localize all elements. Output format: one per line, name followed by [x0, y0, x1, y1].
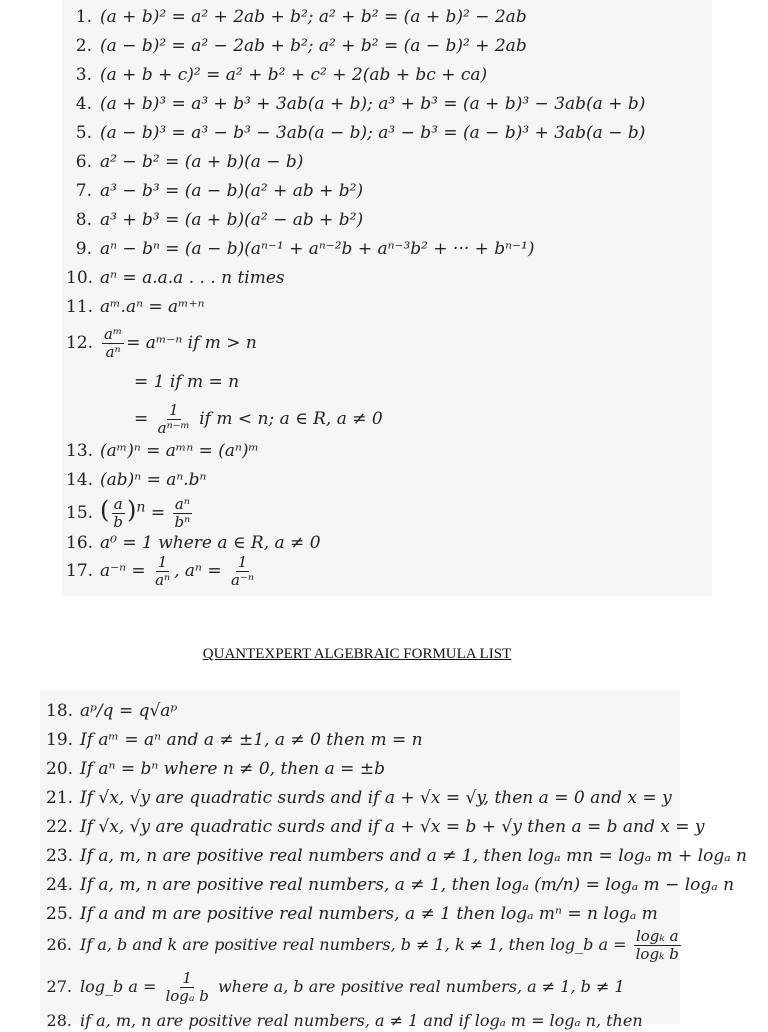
formula-12-line3: = $\frac{1}{\text{aⁿ⁻ᵐ}}$ if m < n; a ∈ R, a ≠ 0	[134, 401, 383, 437]
formula-number: 25.	[46, 904, 74, 924]
formula-28: 28. if a, m, n are positive real numbers, a ≠ 1 and if logₐ m = logₐ n, then	[46, 1011, 643, 1030]
formula-text: If a, m, n are positive real numbers, a ≠ 1, then logₐ (m/n) = logₐ m − logₐ n	[80, 875, 735, 895]
fraction: $\frac{1}{\text{aⁿ⁻ᵐ}}$	[157, 401, 190, 437]
formula-line	[66, 64, 487, 86]
formula-26: 26. If a, b and k are positive real numbers, b ≠ 1, k ≠ 1, then log_b a = $\frac{\text{logₖ a}}{\text{logₖ b}}$	[46, 927, 679, 963]
formula-line	[66, 93, 645, 115]
formula-line	[46, 874, 734, 896]
formula-text: a³ + b³ = (a + b)(a² − ab + b²)	[100, 210, 364, 230]
formula-12: 12. $\frac{\text{aᵐ}}{\text{aⁿ}}$ = aᵐ⁻ⁿ if m > n	[66, 325, 257, 361]
formula-line	[46, 845, 747, 867]
formula-line	[66, 238, 535, 260]
formula-number: 10.	[66, 268, 94, 288]
formula-number: 20.	[46, 759, 74, 779]
page-title: QUANTEXPERT ALGEBRAIC FORMULA LIST	[202, 646, 512, 662]
formula-number: 8.	[75, 210, 92, 230]
formula-line	[66, 296, 204, 318]
fraction: $\frac{a}{b}$	[113, 495, 123, 531]
formula-number: 21.	[46, 788, 74, 808]
formula-number: 19.	[46, 730, 74, 750]
fraction: $\frac{\text{logₖ a}}{\text{logₖ b}}$	[635, 927, 679, 963]
formula-text: If aⁿ = bⁿ where n ≠ 0, then a = ±b	[80, 759, 385, 779]
formula-number: 24.	[46, 875, 74, 895]
formula-line	[46, 700, 177, 722]
formula-text: (a + b + c)² = a² + b² + c² + 2(ab + bc + ca)	[100, 65, 488, 85]
formula-number: 6.	[75, 152, 92, 172]
formula-number: 1.	[75, 7, 92, 27]
fraction: $\frac{\text{aⁿ}}{\text{bⁿ}}$	[174, 495, 191, 531]
formula-number: 3.	[75, 65, 92, 85]
formula-number: 23.	[46, 846, 74, 866]
formula-text: (a − b)³ = a³ − b³ − 3ab(a − b); a³ − b³ = (a − b)³ + 3ab(a − b)	[100, 123, 646, 143]
formula-line	[66, 180, 363, 202]
formula-text: If a and m are positive real numbers, a ≠ 1 then logₐ mⁿ = n logₐ m	[80, 904, 658, 924]
formula-line	[66, 151, 303, 173]
formula-line	[46, 758, 385, 780]
fraction: $\frac{1}{\text{aⁿ}}$	[155, 553, 171, 589]
formula-line	[66, 209, 363, 231]
fraction: $\frac{\text{aᵐ}}{\text{aⁿ}}$	[104, 325, 123, 361]
formula-number: 11.	[66, 297, 94, 317]
formula-14: 14. (ab)ⁿ = aⁿ.bⁿ	[66, 470, 207, 490]
formula-text: (a − b)² = a² − 2ab + b²; a² + b² = (a − b)² + 2ab	[100, 36, 527, 56]
formula-text: a² − b² = (a + b)(a − b)	[100, 152, 304, 172]
formula-27: 27. log_b a = $\frac{1}{\text{logₐ b}}$ where a, b are positive real numbers, a ≠ 1, b ≠ 1	[46, 969, 625, 1005]
formula-number: 5.	[75, 123, 92, 143]
formula-number: 7.	[75, 181, 92, 201]
formula-line	[66, 35, 527, 57]
formula-line	[66, 122, 645, 144]
formula-text: If √x, √y are quadratic surds and if a + √x = √y, then a = 0 and x = y	[80, 788, 672, 808]
formula-15: 15. ( $\frac{a}{b}$ )$^n$ = $\frac{\text{aⁿ}}{\text{bⁿ}}$	[66, 495, 191, 531]
fraction: $\frac{1}{\text{logₐ b}}$	[165, 969, 209, 1005]
formula-text: If aᵐ = aⁿ and a ≠ ±1, a ≠ 0 then m = n	[80, 730, 423, 750]
formula-text: aⁿ = a.a.a . . . n times	[100, 268, 285, 288]
formula-line	[66, 6, 527, 28]
formula-text: aᵐ.aⁿ = aᵐ⁺ⁿ	[100, 297, 205, 317]
formula-number: 22.	[46, 817, 74, 837]
formula-text: aⁿ − bⁿ = (a − b)(aⁿ⁻¹ + aⁿ⁻²b + aⁿ⁻³b² + ··· + bⁿ⁻¹)	[100, 239, 535, 259]
formula-12-line2: = 1 if m = n	[134, 372, 240, 392]
formula-text: aᵖ/q = q√aᵖ	[80, 701, 178, 721]
formula-line	[46, 729, 423, 751]
formula-17: 17. a⁻ⁿ = $\frac{1}{\text{aⁿ}}$ , aⁿ = $\frac{1}{\text{a⁻ⁿ}}$	[66, 553, 254, 589]
formula-text: (a + b)² = a² + 2ab + b²; a² + b² = (a + b)² − 2ab	[100, 7, 527, 27]
formula-number: 4.	[75, 94, 92, 114]
formula-16: 16. a⁰ = 1 where a ∈ R, a ≠ 0	[66, 533, 321, 553]
formula-number: 18.	[46, 701, 74, 721]
formula-13: 13. (aᵐ)ⁿ = aᵐⁿ = (aⁿ)ᵐ	[66, 441, 259, 461]
formula-text: If a, m, n are positive real numbers and a ≠ 1, then logₐ mn = logₐ m + logₐ n	[80, 846, 747, 866]
formula-line	[46, 816, 705, 838]
formula-text: a³ − b³ = (a − b)(a² + ab + b²)	[100, 181, 364, 201]
formula-text: (a + b)³ = a³ + b³ + 3ab(a + b); a³ + b³ = (a + b)³ − 3ab(a + b)	[100, 94, 646, 114]
formula-line	[66, 267, 285, 289]
fraction: $\frac{1}{\text{a⁻ⁿ}}$	[230, 553, 254, 589]
formula-number: 2.	[75, 36, 92, 56]
formula-number: 9.	[75, 239, 92, 259]
formula-text: If √x, √y are quadratic surds and if a + √x = b + √y then a = b and x = y	[80, 817, 705, 837]
formula-line	[46, 787, 672, 809]
formula-line	[46, 903, 658, 925]
